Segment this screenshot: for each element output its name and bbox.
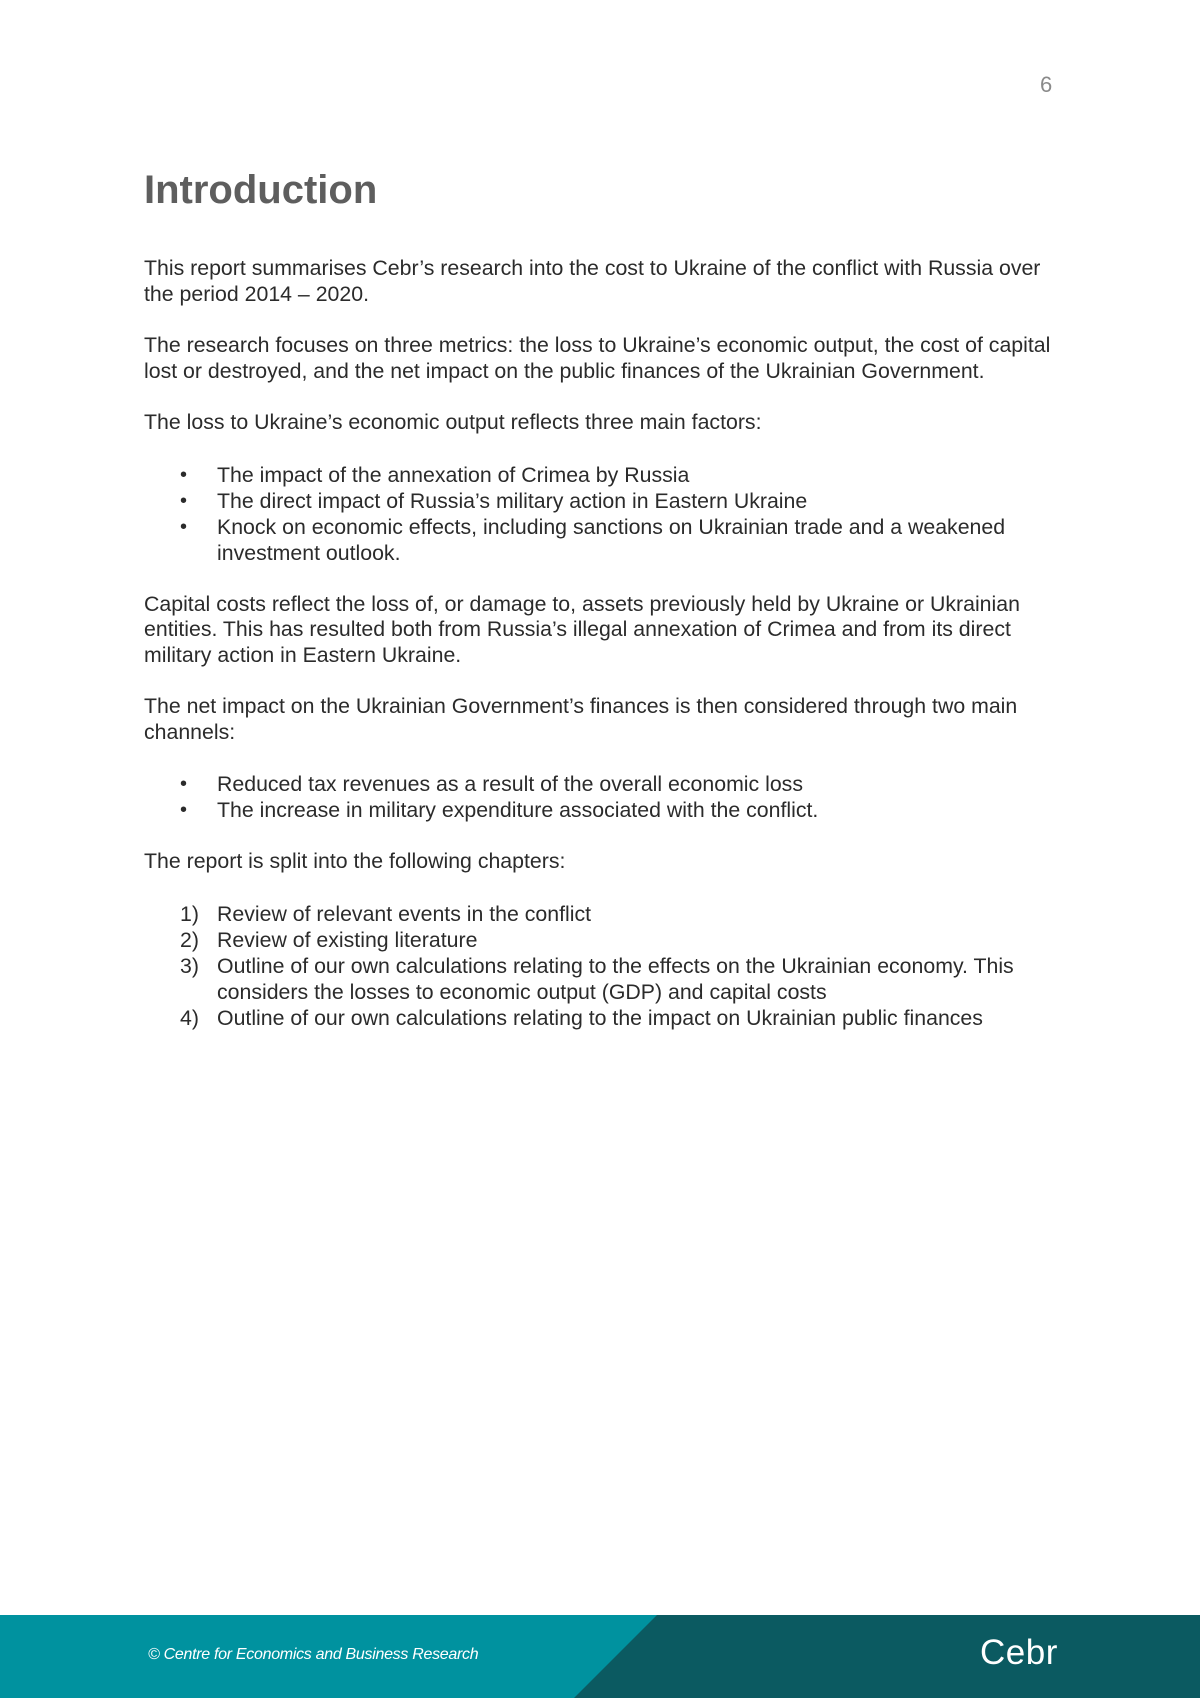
footer-band-dark	[574, 1615, 1200, 1698]
footer-copyright: © Centre for Economics and Business Research	[148, 1646, 479, 1663]
list-number: 4)	[180, 1005, 199, 1030]
page-title: Introduction	[144, 168, 378, 212]
list-item: • The direct impact of Russia’s military action in Eastern Ukraine	[144, 488, 1064, 514]
chapters-list	[144, 901, 1064, 1031]
finance-channels-list	[144, 771, 1064, 823]
list-item	[144, 901, 1064, 927]
paragraph-net-impact: The net impact on the Ukrainian Government’s finances is then considered through two main channels:	[144, 694, 1018, 744]
list-item: • The increase in military expenditure associated with the conflict.	[144, 797, 1064, 823]
list-item-text: Review of relevant events in the conflict	[217, 901, 592, 926]
list-item: • Knock on economic effects, including sanctions on Ukrainian trade and a weakened investment outlook.	[144, 514, 1064, 566]
paragraph-metrics: The research focuses on three metrics: the loss to Ukraine’s economic output, the cost of capital lost or destroyed, and the net impact on the public finances of the Ukrainian Government.	[144, 333, 1051, 383]
paragraph-intro: This report summarises Cebr’s research into the cost to Ukraine of the conflict with Russia over the period 2014 – 2020.	[144, 256, 1041, 306]
list-number: 1)	[180, 901, 199, 926]
list-item-text: Outline of our own calculations relating to the effects on the Ukrainian economy. This considers the losses to economic output (GDP) and capital costs	[217, 953, 1014, 1004]
list-item: • Reduced tax revenues as a result of the overall economic loss	[144, 771, 1064, 797]
list-item	[144, 927, 1064, 953]
paragraph-capital-costs: Capital costs reflect the loss of, or damage to, assets previously held by Ukraine or Ukrainian entities. This has resulted both from Russia’s illegal annexation of Crimea and from its direct military action in Eastern Ukraine.	[144, 591, 1020, 667]
paragraph-chapters: The report is split into the following chapters:	[144, 849, 566, 873]
list-item	[144, 1005, 1064, 1031]
document-body	[144, 160, 1064, 1031]
list-item	[144, 953, 1064, 1005]
list-item-text: Review of existing literature	[217, 927, 478, 952]
page-footer	[0, 1615, 1200, 1698]
paragraph-output-factors: The loss to Ukraine’s economic output reflects three main factors:	[144, 410, 762, 434]
list-item: • The impact of the annexation of Crimea by Russia	[144, 462, 1064, 488]
page-number: 6	[1040, 72, 1053, 97]
list-number: 3)	[180, 953, 199, 978]
list-item-text: Outline of our own calculations relating to the impact on Ukrainian public finances	[217, 1005, 983, 1030]
output-factors-list	[144, 462, 1064, 566]
cebr-logo: Cebr	[980, 1633, 1058, 1672]
list-number: 2)	[180, 927, 199, 952]
